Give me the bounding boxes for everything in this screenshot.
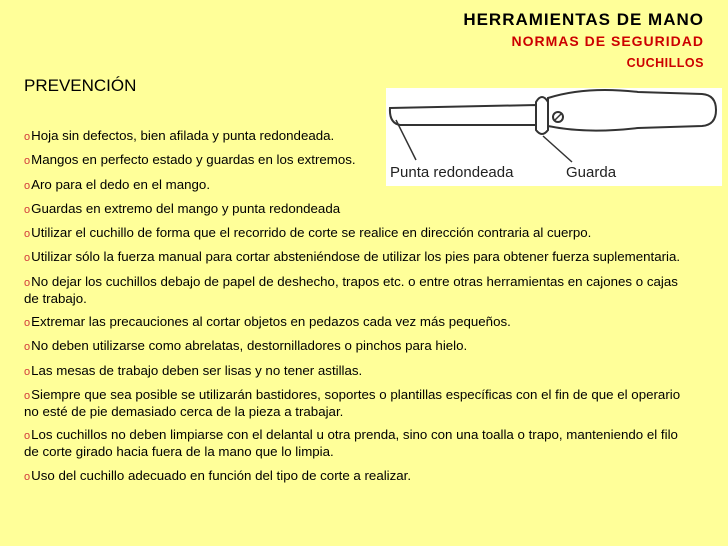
section-title: PREVENCIÓN <box>24 76 137 95</box>
list-item-text: Utilizar el cuchillo de forma que el recorrido de corte se realice en dirección contraria al cuerpo. <box>31 225 592 241</box>
bullet-icon: o <box>24 155 31 168</box>
bullet-icon: o <box>24 365 31 378</box>
list-item <box>24 152 684 169</box>
bullet-icon: o <box>24 203 31 216</box>
list-item <box>24 274 684 307</box>
label-guard: Guarda <box>566 164 617 181</box>
bullet-icon: o <box>24 389 31 402</box>
label-tip: Punta redondeada <box>390 164 514 181</box>
list-item-text: Aro para el dedo en el mango. <box>31 176 211 192</box>
list-item <box>24 225 684 242</box>
list-item-text: Guardas en extremo del mango y punta redondeada <box>31 200 341 216</box>
bullet-icon: o <box>24 341 31 354</box>
list-item <box>24 201 684 218</box>
slide-topic: CUCHILLOS <box>626 56 704 70</box>
list-item <box>24 387 684 420</box>
slide-title: HERRAMIENTAS DE MANO <box>463 10 704 29</box>
bullet-icon: o <box>24 276 31 289</box>
list-item <box>24 363 684 380</box>
list-item-text: Siempre que sea posible se utilizarán bastidores, soportes o plantillas específicas con el fin de que el operario no esté de pie demasiado cerca de la pieza a trabajar. <box>24 386 681 419</box>
list-item <box>24 314 684 331</box>
bullet-icon: o <box>24 252 31 265</box>
list-item <box>24 427 684 460</box>
slide-subtitle: NORMAS DE SEGURIDAD <box>511 33 704 49</box>
list-item <box>24 177 684 194</box>
list-item-text: Uso del cuchillo adecuado en función del tipo de corte a realizar. <box>31 467 412 483</box>
bullet-icon: o <box>24 228 31 241</box>
list-item <box>24 338 684 355</box>
list-item-text: No deben utilizarse como abrelatas, destornilladores o pinchos para hielo. <box>31 338 468 354</box>
bullet-icon: o <box>24 317 31 330</box>
bullet-icon: o <box>24 131 31 143</box>
list-item-text: No dejar los cuchillos debajo de papel de deshecho, trapos etc. o entre otras herramientas en cajones o cajas de trabajo. <box>24 273 678 306</box>
list-item <box>24 128 684 145</box>
bullet-icon: o <box>24 179 31 192</box>
list-item <box>24 249 684 266</box>
list-item-text: Extremar las precauciones al cortar objetos en pedazos cada vez más pequeños. <box>31 314 511 330</box>
list-item <box>24 468 684 485</box>
knife-handle <box>548 90 716 131</box>
knife-blade <box>390 105 536 125</box>
list-item-text: Hoja sin defectos, bien afilada y punta redondeada. <box>31 128 335 143</box>
prevention-list <box>24 128 684 492</box>
bullet-icon: o <box>24 430 31 443</box>
list-item-text: Los cuchillos no deben limpiarse con el delantal u otra prenda, sino con una toalla o trapo, manteniendo el filo de corte girado hacia fuera de la mano que lo limpia. <box>24 427 678 460</box>
list-item-text: Las mesas de trabajo deben ser lisas y no tener astillas. <box>31 362 363 378</box>
bullet-icon: o <box>24 470 31 483</box>
list-item-text: Mangos en perfecto estado y guardas en los extremos. <box>31 152 356 168</box>
list-item-text: Utilizar sólo la fuerza manual para cortar absteniéndose de utilizar los pies para obtener fuerza suplementaria. <box>31 249 681 265</box>
